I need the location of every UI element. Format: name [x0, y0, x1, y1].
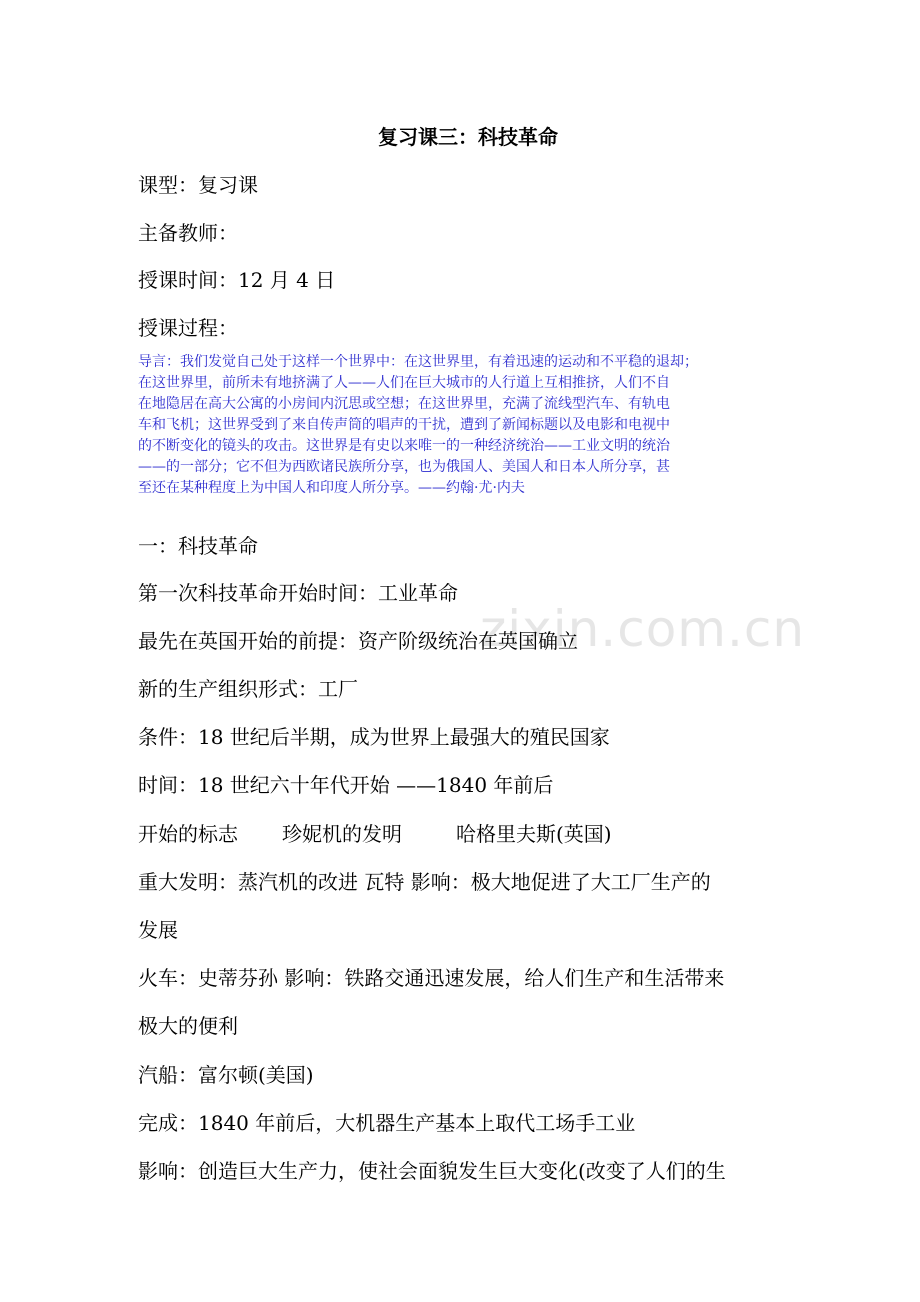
watermark: zixin.com.cn [480, 600, 806, 658]
intro-quote [138, 352, 798, 499]
intro-line: 车和飞机；这世界受到了来自传声筒的唱声的干扰，遭到了新闻标题以及电影和电视中 [138, 417, 670, 433]
completion: 完成：1840 年前后，大机器生产基本上取代工场手工业 [138, 1111, 636, 1135]
class-process: 授课过程： [138, 316, 238, 340]
train-cont: 极大的便利 [138, 1014, 238, 1038]
start-mark-label: 开始的标志 [138, 822, 238, 846]
lead-teacher: 主备教师： [138, 221, 238, 245]
intro-line: ——的一部分；它不但为西欧诸民族所分享，也为俄国人、美国人和日本人所分享，甚 [138, 459, 670, 475]
intro-line: 导言：我们发觉自己处于这样一个世界中：在这世界里，有着迅速的运动和不平稳的退却； [138, 354, 698, 370]
start-mark-inventor: 哈格里夫斯(英国) [456, 822, 612, 846]
intro-line: 的不断变化的镜头的攻击。这世界是有史以来唯一的一种经济统治——工业文明的统治 [138, 438, 670, 454]
major-invention: 重大发明：蒸汽机的改进 瓦特 影响：极大地促进了大工厂生产的 [138, 870, 711, 894]
train: 火车：史蒂芬孙 影响：铁路交通迅速发展，给人们生产和生活带来 [138, 966, 725, 990]
first-revolution-time: 第一次科技革命开始时间：工业革命 [138, 581, 458, 605]
impact: 影响：创造巨大生产力，使社会面貌发生巨大变化(改变了人们的生 [138, 1159, 726, 1183]
start-mark [138, 818, 612, 850]
start-mark-invention: 珍妮机的发明 [282, 822, 402, 846]
new-production-form: 新的生产组织形式：工厂 [138, 677, 358, 701]
major-invention-cont: 发展 [138, 918, 178, 942]
steamship: 汽船：富尔顿(美国) [138, 1063, 314, 1087]
intro-line: 在地隐居在高大公寓的小房间内沉思或空想；在这世界里，充满了流线型汽车、有轨电 [138, 396, 670, 412]
section-heading: 一：科技革命 [138, 534, 258, 558]
class-time: 授课时间：12 月 4 日 [138, 268, 336, 292]
course-type: 课型：复习课 [138, 173, 258, 197]
intro-line: 在这世界里，前所未有地挤满了人——人们在巨大城市的人行道上互相推挤，人们不自 [138, 375, 670, 391]
premise: 最先在英国开始的前提：资产阶级统治在英国确立 [138, 629, 578, 653]
condition: 条件：18 世纪后半期，成为世界上最强大的殖民国家 [138, 725, 610, 749]
period: 时间：18 世纪六十年代开始 ——1840 年前后 [138, 773, 554, 797]
page-title: 复习课三：科技革命 [378, 125, 558, 149]
intro-line: 至还在某种程度上为中国人和印度人所分享。——约翰·尤·内夫 [138, 480, 525, 496]
